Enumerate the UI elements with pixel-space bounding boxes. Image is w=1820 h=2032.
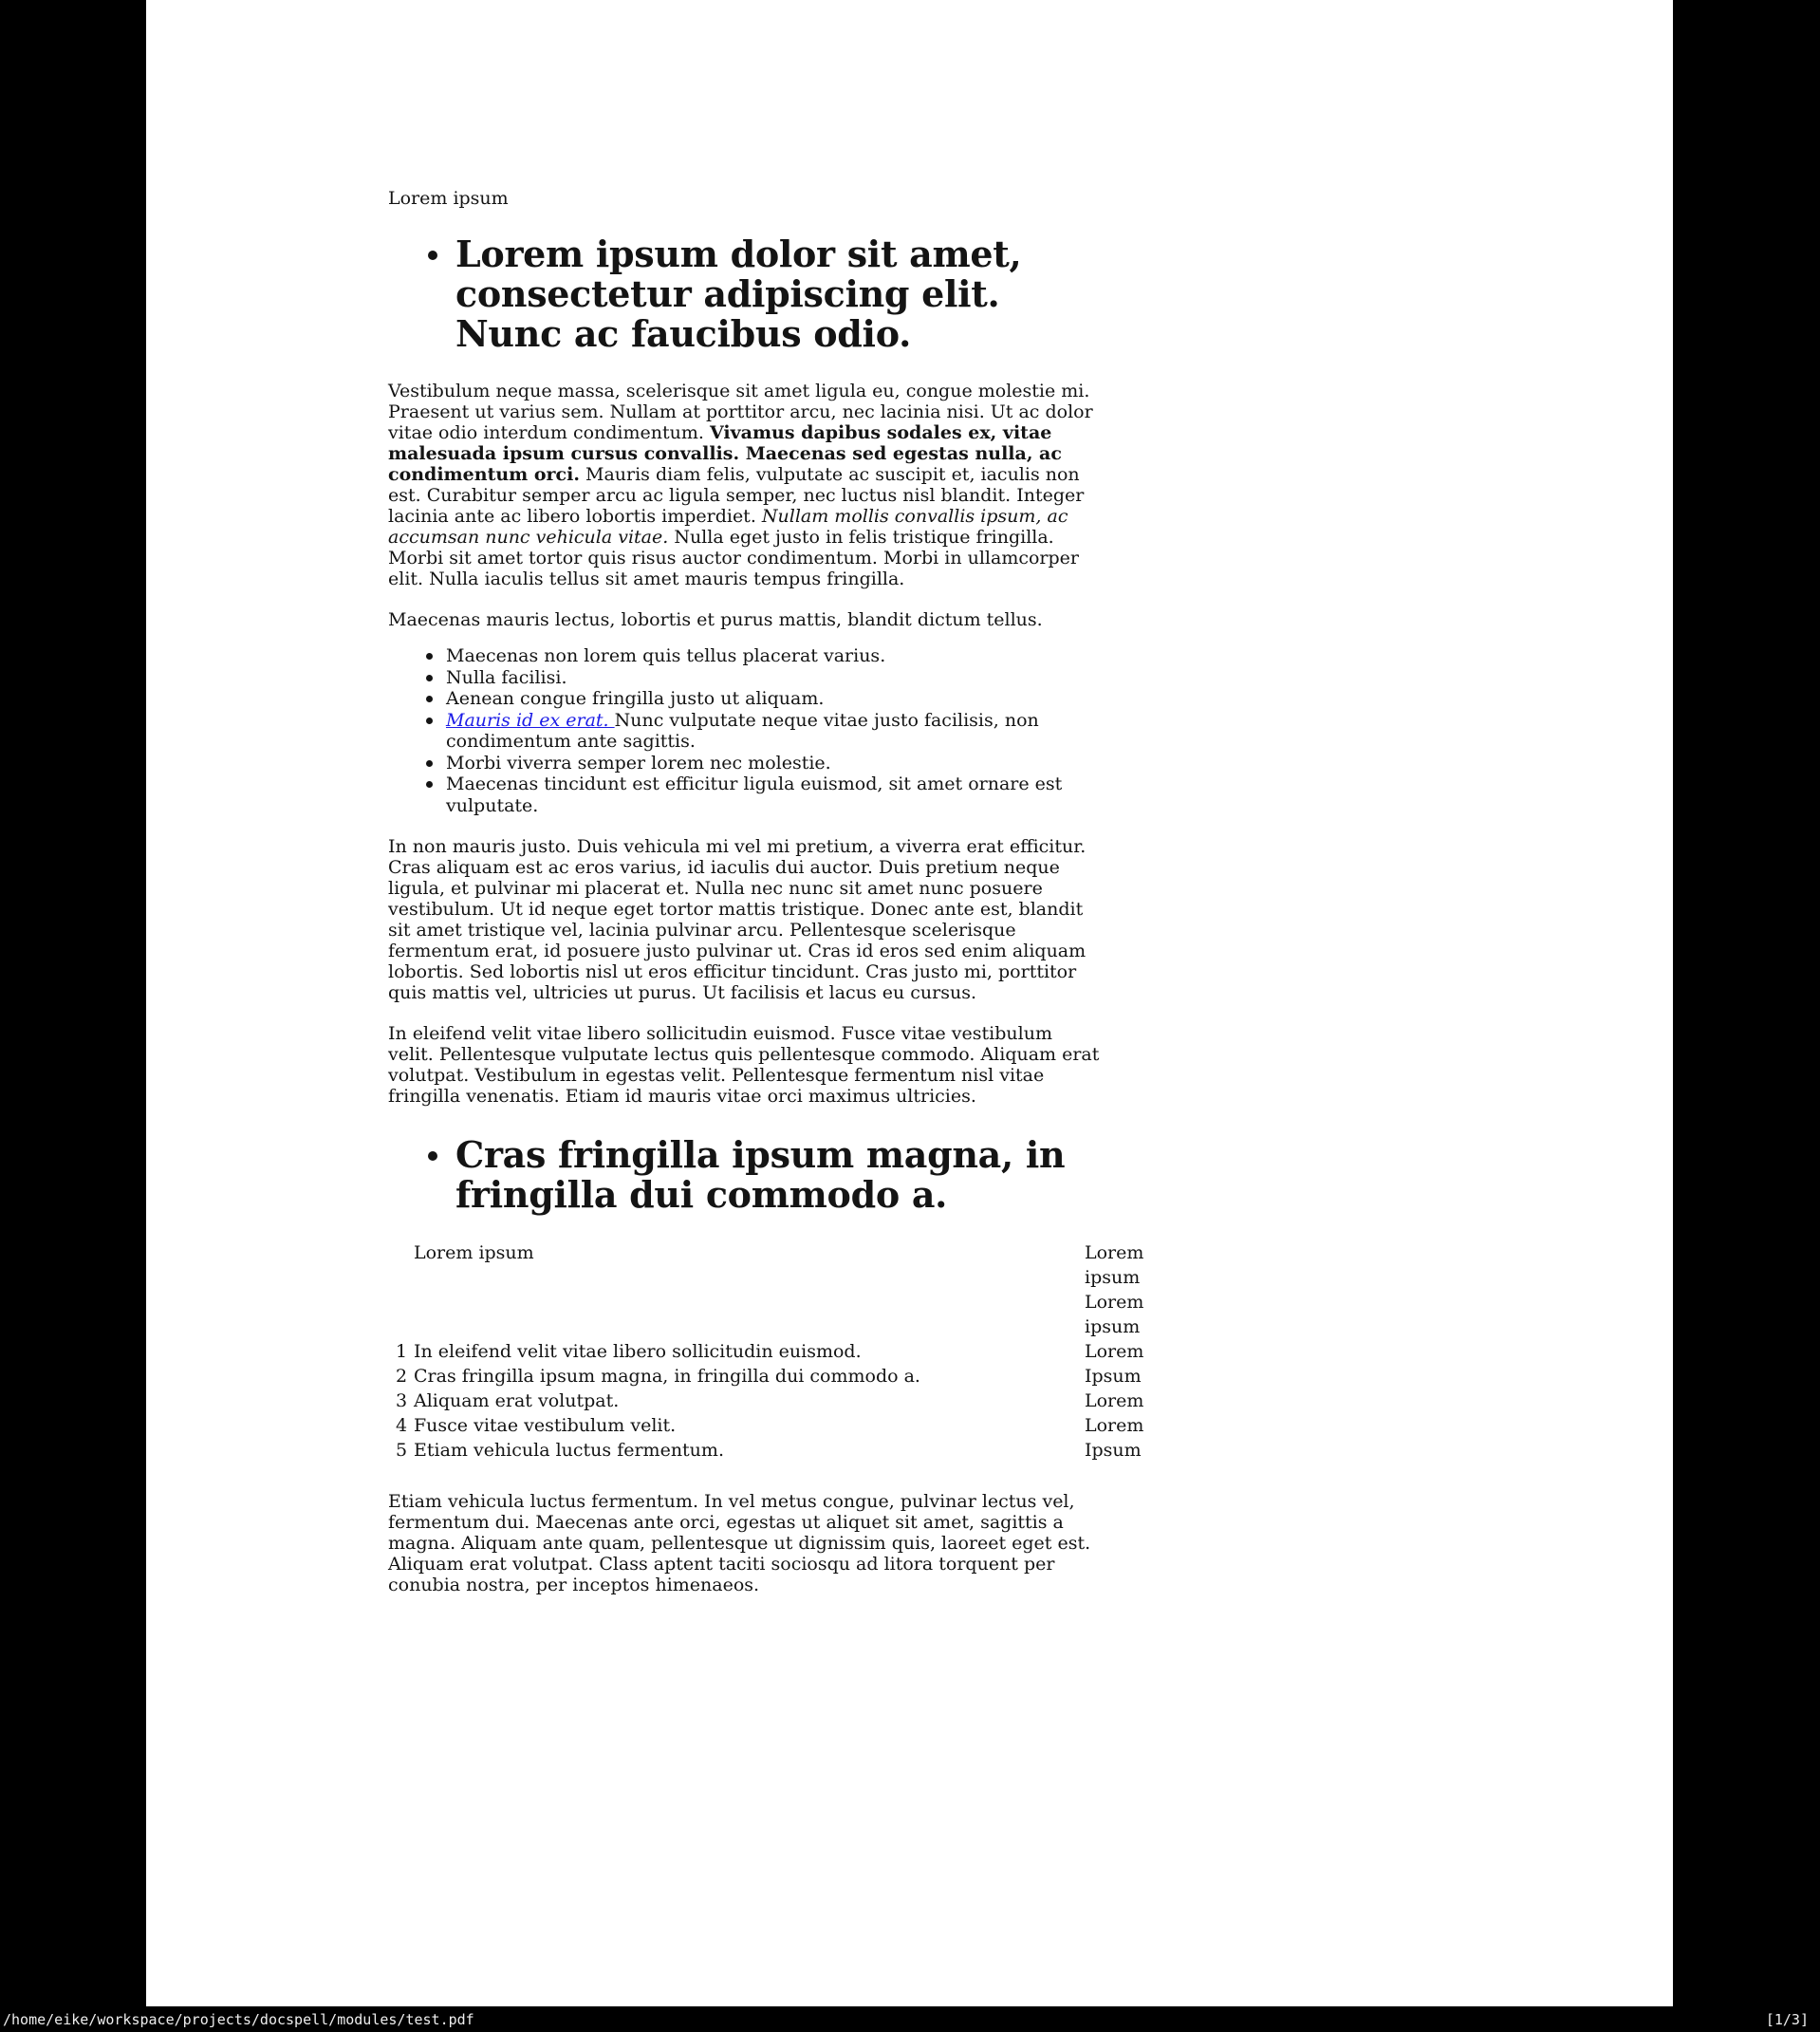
row-number: 4 <box>396 1415 408 1436</box>
document-label: Lorem ipsum <box>388 188 509 209</box>
row-number: 5 <box>396 1440 408 1461</box>
status-bar <box>0 2006 1820 2032</box>
bullet-icon <box>426 653 433 660</box>
list-item-text: Maecenas tincidunt est efficitur ligula euismod, sit amet ornare est vulputate. <box>446 774 1063 816</box>
heading-bullet-icon <box>428 251 437 260</box>
bullet-icon <box>426 781 433 788</box>
list-item-text: Aenean congue fringilla justo ut aliquam. <box>446 688 825 709</box>
document-page <box>146 0 1673 2006</box>
paragraph-1-italic: Nullam mollis convallis ipsum, ac accumsan nunc vehicula vitae. <box>388 506 1068 548</box>
table-row <box>388 1339 1144 1364</box>
row-description: Aliquam erat volutpat. <box>414 1390 620 1411</box>
row-value: Ipsum <box>1085 1366 1142 1387</box>
table-row <box>388 1438 1142 1463</box>
paragraph-5: Etiam vehicula luctus fermentum. In vel metus congue, pulvinar lectus vel, fermentum dui. Maecenas ante orci, egestas ut aliquet sit amet, sagittis a magna. Aliquam ante quam, pellentesque ut dignissim quis, laoreet eget est. Aliquam erat volutpat. Class aptent taciti sociosqu ad litora torquent per conubia nostra, per inceptos himenaeos. <box>388 1491 1091 1595</box>
list-item-text: Nulla facilisi. <box>446 666 567 688</box>
paragraph-1-text-3: Nulla eget justo in felis tristique fringilla. Morbi sit amet tortor quis risus auctor condimentum. Morbi in ullamcorper elit. Nulla iaculis tellus sit amet mauris tempus fringilla. <box>388 527 1079 589</box>
list-item <box>388 645 1102 667</box>
status-file-path: /home/eike/workspace/projects/docspell/modules/test.pdf <box>3 2010 474 2028</box>
table-row <box>388 1364 1142 1389</box>
bullet-list <box>388 645 1102 816</box>
row-description: Cras fringilla ipsum magna, in fringilla dui commodo a. <box>414 1366 920 1387</box>
paragraph-1-text-2: Mauris diam felis, vulputate ac suscipit et, iaculis non est. Curabitur semper arcu ac ligula semper, nec luctus nisl blandit. Integer lacinia ante ac libero lobortis imperdiet. <box>388 464 1085 527</box>
heading-2 <box>388 1135 1102 1215</box>
heading-2-text: Cras fringilla ipsum magna, in fringilla dui commodo a. <box>455 1133 1066 1216</box>
bullet-icon <box>426 718 433 724</box>
heading-bullet-icon <box>428 1151 437 1161</box>
row-description: Fusce vitae vestibulum velit. <box>414 1415 677 1436</box>
paragraph-1-bold: Vivamus dapibus sodales ex, vitae malesuada ipsum cursus convallis. Maecenas sed egestas nulla, ac condimentum orci. <box>388 422 1062 485</box>
row-description: In eleifend velit vitae libero sollicitudin euismod. <box>414 1341 862 1362</box>
paragraph-3: In non mauris justo. Duis vehicula mi vel mi pretium, a viverra erat efficitur. Cras aliquam est ac eros varius, id iaculis dui auctor. Duis pretium neque ligula, et pulvinar mi placerat et. Nulla nec nunc sit amet nunc posuere vestibulum. Ut id neque eget tortor mattis tristique. Donec ante est, blandit sit amet tristique vel, lacinia pulvinar arcu. Pellentesque scelerisque fermentum erat, id posuere justo pulvinar ut. Cras id eros sed enim aliquam lobortis. Sed lobortis nisl ut eros efficitur tincidunt. Cras justo mi, porttitor quis mattis vel, ultricies ut purus. Ut facilisis et lacus eu cursus. <box>388 836 1086 1003</box>
row-value: Ipsum <box>1085 1440 1142 1461</box>
list-item <box>388 753 1102 774</box>
list-item-text: Nunc vulputate neque vitae justo facilisis, non condimentum ante sagittis. <box>446 709 1039 752</box>
bullet-icon <box>426 696 433 702</box>
list-item-4-link[interactable]: Mauris id ex erat. <box>446 709 615 731</box>
list-item <box>388 774 1102 816</box>
list-item <box>388 710 1102 753</box>
row-number: 3 <box>396 1390 408 1411</box>
table-header-row <box>388 1240 1144 1339</box>
table-header-col2: Lorem ipsum Lorem ipsum <box>1085 1242 1144 1337</box>
row-value: Lorem <box>1085 1415 1144 1436</box>
list-item-text: Maecenas non lorem quis tellus placerat varius. <box>446 645 886 666</box>
bullet-icon <box>426 675 433 681</box>
paragraph-2: Maecenas mauris lectus, lobortis et purus mattis, blandit dictum tellus. <box>388 609 1043 630</box>
paragraph-4: In eleifend velit vitae libero sollicitudin euismod. Fusce vitae vestibulum velit. Pellentesque vulputate lectus quis pellentesque commodo. Aliquam erat volutpat. Vestibulum in egestas velit. Pellentesque fermentum nisl vitae fringilla venenatis. Etiam id mauris vitae orci maximus ultricies. <box>388 1023 1100 1107</box>
bullet-icon <box>426 760 433 767</box>
paragraph-1 <box>388 381 1102 589</box>
row-number: 2 <box>396 1366 408 1387</box>
status-page-indicator: [1/3] <box>1765 2010 1809 2028</box>
row-value: Lorem <box>1085 1341 1144 1362</box>
list-item-text: Morbi viverra semper lorem nec molestie. <box>446 752 831 774</box>
list-item <box>388 688 1102 710</box>
table-header-col1: Lorem ipsum <box>414 1242 534 1263</box>
row-number: 1 <box>396 1341 408 1362</box>
table-row <box>388 1413 1144 1438</box>
data-table <box>388 1240 1144 1463</box>
heading-1 <box>388 234 1102 354</box>
row-value: Lorem <box>1085 1390 1144 1411</box>
document-content <box>388 188 1144 1595</box>
paragraph-1-text-1: Vestibulum neque massa, scelerisque sit amet ligula eu, congue molestie mi. Praesent ut varius sem. Nullam at porttitor arcu, nec lacinia nisi. Ut ac dolor vitae odio interdum condimentum. <box>388 381 1093 443</box>
row-description: Etiam vehicula luctus fermentum. <box>414 1440 724 1461</box>
table-row <box>388 1389 1144 1413</box>
heading-1-text: Lorem ipsum dolor sit amet, consectetur adipiscing elit. Nunc ac faucibus odio. <box>455 233 1022 355</box>
list-item <box>388 667 1102 689</box>
